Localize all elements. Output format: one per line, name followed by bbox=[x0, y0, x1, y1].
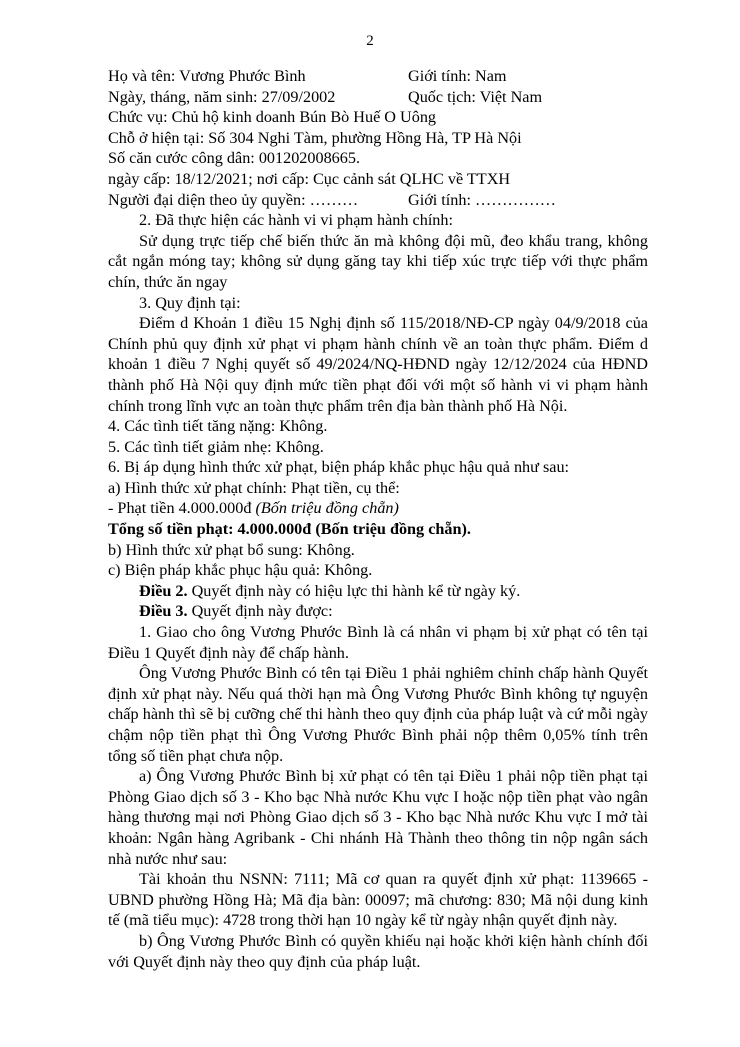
article3-text: Quyết định này được: bbox=[187, 602, 333, 621]
main-form-line: a) Hình thức xử phạt chính: Phạt tiền, cụ thể: bbox=[108, 478, 400, 497]
mitigating-line: 5. Các tình tiết giảm nhẹ: Không. bbox=[108, 437, 324, 456]
aggravating-line: 4. Các tình tiết tăng nặng: Không. bbox=[108, 417, 328, 436]
article2-text: Quyết định này có hiệu lực thi hành kể từ ngày ký. bbox=[187, 581, 521, 600]
dob-row bbox=[108, 87, 648, 108]
section3-body: Điểm d Khoản 1 điều 15 Nghị định số 115/2018/NĐ-CP ngày 04/9/2018 của Chính phủ quy định xử phạt vi phạm hành chính về an toàn thực phẩm. Điểm d khoản 1 điều 7 Nghị quyết số 49/2024/NQ-HĐND ngày 12/12/2024 của HĐND thành phố Hà Nội quy định mức tiền phạt đối với một số hành vi vi phạm hành chính trong lĩnh vực an toàn thực phẩm trên địa bàn thành phố Hà Nội. bbox=[108, 314, 648, 415]
article3-payment-paragraph: a) Ông Vương Phước Bình bị xử phạt có tên tại Điều 1 phải nộp tiền phạt tại Phòng Giao dịch số 3 - Kho bạc Nhà nước Khu vực I hoặc nộp tiền phạt vào ngân hàng thương mại nơi Phòng Giao dịch số 3 - Kho bạc Nhà nước Khu vực I mở tài khoản: Ngân hàng Agribank - Chi nhánh Hà Thành theo thông tin nộp ngân sách nhà nước như sau: bbox=[108, 767, 648, 868]
page-number: 2 bbox=[366, 33, 374, 49]
article2-line bbox=[108, 581, 648, 602]
total-fine-line: Tổng số tiền phạt: 4.000.000đ (Bốn triệu đồng chẵn). bbox=[108, 520, 471, 539]
remedial-line: c) Biện pháp khắc phục hậu quả: Không. bbox=[108, 561, 373, 580]
article2-label: Điều 2. bbox=[139, 581, 188, 600]
dob-line: Ngày, tháng, năm sinh: 27/09/2002 bbox=[108, 87, 336, 106]
section3-heading: 3. Quy định tại: bbox=[139, 293, 241, 312]
gender-line: Giới tính: Nam bbox=[408, 67, 507, 85]
fine-prefix: - Phạt tiền 4.000.000đ bbox=[108, 499, 256, 518]
article3-appeal-paragraph: b) Ông Vương Phước Bình có quyền khiếu nại hoặc khởi kiện hành chính đối với Quyết định này theo quy định của pháp luật. bbox=[108, 931, 648, 971]
representative-line: Người đại diện theo ủy quyền: ……… bbox=[108, 190, 359, 209]
rep-gender-line: Giới tính: …………… bbox=[408, 190, 556, 209]
penalty-heading: 6. Bị áp dụng hình thức xử phạt, biện pháp khắc phục hậu quả như sau: bbox=[108, 458, 570, 477]
fine-words: (Bốn triệu đồng chẵn) bbox=[255, 499, 399, 518]
id-line: Số căn cước công dân: 001202008665. bbox=[108, 149, 361, 168]
name-row bbox=[108, 66, 648, 87]
article3-line bbox=[108, 601, 648, 622]
nationality-line: Quốc tịch: Việt Nam bbox=[408, 87, 543, 106]
article3-comply-paragraph: Ông Vương Phước Bình có tên tại Điều 1 phải nghiêm chỉnh chấp hành Quyết định xử phạt này. Nếu quá thời hạn mà Ông Vương Phước Bình không tự nguyện chấp hành thì sẽ bị cưỡng chế thi hành theo quy định của pháp luật và cứ mỗi ngày chậm nộp tiền phạt thì Ông Vương Phước Bình phải nộp thêm 0,05% tính trên tổng số tiền phạt chưa nộp. bbox=[108, 664, 648, 765]
name-line: Họ và tên: Vương Phước Bình bbox=[108, 67, 306, 85]
issue-line: ngày cấp: 18/12/2021; nơi cấp: Cục cảnh sát QLHC về TTXH bbox=[108, 169, 511, 188]
article3-item1: 1. Giao cho ông Vương Phước Bình là cá nhân vi phạm bị xử phạt có tên tại Điều 1 Quyết định này để chấp hành. bbox=[108, 623, 648, 662]
article3-account-paragraph: Tài khoản thu NSNN: 7111; Mã cơ quan ra quyết định xử phạt: 1139665 - UBND phường Hồng Hà; Mã địa bàn: 00097; mã chương: 830; Mã nội dung kinh tế (mã tiểu mục): 4728 trong thời hạn 10 ngày kể từ ngày nhận quyết định này. bbox=[108, 870, 648, 930]
representative-row bbox=[108, 190, 648, 211]
article3-label: Điều 3. bbox=[139, 602, 188, 621]
residence-line: Chỗ ở hiện tại: Số 304 Nghi Tàm, phường Hồng Hà, TP Hà Nội bbox=[108, 128, 522, 147]
section2-heading: 2. Đã thực hiện các hành vi vi phạm hành chính: bbox=[139, 211, 453, 230]
additional-form-line: b) Hình thức xử phạt bổ sung: Không. bbox=[108, 540, 355, 559]
document-body bbox=[108, 66, 648, 972]
position-line: Chức vụ: Chủ hộ kinh doanh Bún Bò Huế O Uông bbox=[108, 108, 437, 127]
section2-body: Sử dụng trực tiếp chế biến thức ăn mà không đội mũ, đeo khẩu trang, không cắt ngắn móng tay; không sử dụng găng tay khi tiếp xúc trực tiếp với thực phẩm chín, thức ăn ngay bbox=[108, 231, 648, 291]
fine-line bbox=[108, 498, 648, 519]
